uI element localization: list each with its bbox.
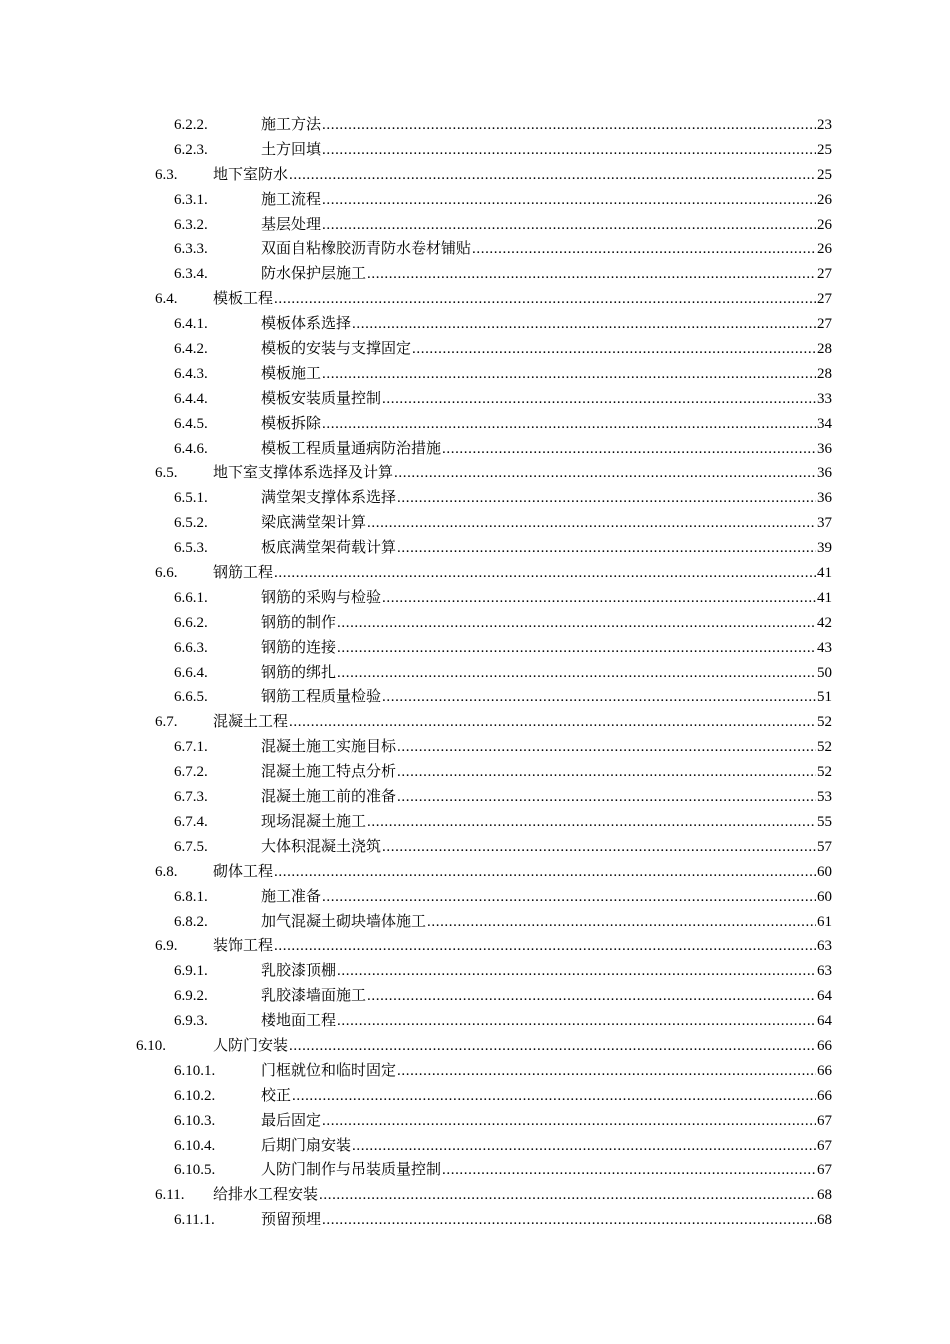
toc-entry-number: 6.3. [155, 166, 178, 183]
toc-entry-number: 6.6.3. [174, 639, 208, 656]
toc-entry-line [213, 1183, 832, 1208]
toc-entry-page-number: 39 [817, 540, 832, 557]
toc-entry-number: 6.10.5. [174, 1162, 216, 1179]
dot-leader [427, 910, 816, 935]
toc-entry-title: 梁底满堂架计算 [261, 515, 367, 532]
toc-entry-number: 6.2.2. [174, 117, 208, 133]
toc-entry[interactable] [0, 1183, 950, 1208]
dot-leader [382, 685, 816, 710]
toc-entry-number: 6.10. [136, 1037, 166, 1054]
toc-entry-title: 模板体系选择 [261, 316, 352, 333]
toc-entry-line [261, 1009, 832, 1034]
dot-leader [322, 885, 816, 910]
toc-entry-number: 6.7.5. [174, 838, 208, 855]
toc-entry[interactable] [0, 835, 950, 860]
dot-leader [352, 1134, 816, 1159]
toc-entry-number: 6.7.4. [174, 813, 208, 830]
toc-entry[interactable] [0, 362, 950, 387]
toc-entry-number: 6.8. [155, 863, 178, 880]
toc-entry[interactable] [0, 1034, 950, 1059]
toc-entry-number: 6.7.3. [174, 789, 208, 806]
toc-entry-line [261, 312, 832, 337]
dot-leader [289, 1034, 816, 1059]
dot-leader [322, 1109, 816, 1134]
toc-entry-number: 6.6.2. [174, 614, 208, 631]
toc-entry-title: 防水保护层施工 [261, 266, 367, 283]
toc-entry-line [261, 835, 832, 860]
toc-entry-title: 大体积混凝土浇筑 [261, 838, 382, 855]
toc-entry-title: 混凝土施工特点分析 [261, 764, 397, 781]
toc-entry-title: 砌体工程 [213, 863, 274, 880]
toc-entry-number: 6.3.1. [174, 191, 208, 208]
toc-entry-title: 门框就位和临时固定 [261, 1062, 397, 1079]
toc-entry-title: 钢筋的采购与检验 [261, 589, 382, 606]
toc-entry-number: 6.4.4. [174, 390, 208, 407]
dot-leader [397, 1059, 816, 1084]
dot-leader [337, 959, 816, 984]
toc-entry-title: 乳胶漆墙面施工 [261, 988, 367, 1005]
toc-entry[interactable] [0, 437, 950, 462]
dot-leader [397, 735, 816, 760]
toc-entry-page-number: 53 [817, 789, 832, 806]
toc-entry-number: 6.6.5. [174, 689, 208, 706]
toc-entry-page-number: 61 [817, 913, 832, 930]
dot-leader [289, 710, 816, 735]
dot-leader [274, 860, 816, 885]
toc-entry-line [213, 934, 832, 959]
toc-entry-title: 钢筋的连接 [261, 639, 337, 656]
toc-entry-title: 现场混凝土施工 [261, 813, 367, 830]
toc-entry-number: 6.6.4. [174, 664, 208, 681]
toc-entry-title: 混凝土工程 [213, 714, 289, 731]
toc-entry-page-number: 57 [817, 838, 832, 855]
toc-entry[interactable] [0, 163, 950, 188]
toc-entry-page-number: 64 [817, 1013, 832, 1030]
toc-entry-number: 6.4.1. [174, 316, 208, 333]
toc-entry[interactable] [0, 1084, 950, 1109]
toc-entry-page-number: 63 [817, 963, 832, 980]
toc-entry-page-number: 26 [817, 241, 832, 258]
toc-entry-line [261, 661, 832, 686]
toc-entry-page-number: 28 [817, 341, 832, 358]
toc-entry[interactable] [0, 785, 950, 810]
toc-entry[interactable] [0, 1109, 950, 1134]
toc-entry-page-number: 67 [817, 1112, 832, 1129]
toc-entry-page-number: 37 [817, 515, 832, 532]
toc-entry-line [261, 1208, 832, 1233]
toc-entry-line [261, 237, 832, 262]
toc-entry-line [261, 735, 832, 760]
toc-entry-title: 后期门扇安装 [261, 1137, 352, 1154]
toc-entry-page-number: 43 [817, 639, 832, 656]
toc-entry-title: 钢筋工程 [213, 565, 274, 582]
toc-entry-number: 6.6. [155, 565, 178, 582]
toc-entry-line [261, 885, 832, 910]
toc-entry[interactable] [0, 1208, 950, 1233]
toc-entry-line [213, 287, 832, 312]
dot-leader [442, 437, 816, 462]
dot-leader [322, 138, 816, 163]
toc-entry-page-number: 67 [817, 1137, 832, 1154]
toc-entry-page-number: 64 [817, 988, 832, 1005]
toc-entry[interactable] [0, 685, 950, 710]
toc-entry-line [261, 1084, 832, 1109]
dot-leader [472, 237, 816, 262]
toc-entry-title: 满堂架支撑体系选择 [261, 490, 397, 507]
toc-entry[interactable] [0, 536, 950, 561]
toc-entry-page-number: 28 [817, 365, 832, 382]
dot-leader [367, 511, 816, 536]
toc-entry[interactable] [0, 138, 950, 163]
dot-leader [382, 387, 816, 412]
toc-entry-line [213, 561, 832, 586]
toc-entry-line [261, 113, 832, 138]
toc-entry-title: 最后固定 [261, 1112, 322, 1129]
dot-leader [322, 113, 816, 138]
dot-leader [397, 760, 816, 785]
toc-entry-number: 6.4.6. [174, 440, 208, 457]
toc-entry-title: 人防门安装 [213, 1037, 289, 1054]
toc-entry-line [213, 710, 832, 735]
toc-entry-number: 6.10.1. [174, 1062, 216, 1079]
toc-entry-number: 6.4. [155, 291, 178, 308]
toc-entry-page-number: 52 [817, 739, 832, 756]
toc-entry-title: 施工流程 [261, 191, 322, 208]
toc-entry-number: 6.5. [155, 465, 178, 482]
toc-entry-title: 模板安装质量控制 [261, 390, 382, 407]
dot-leader [382, 835, 816, 860]
toc-entry[interactable] [0, 511, 950, 536]
toc-entry[interactable] [0, 561, 950, 586]
toc-entry[interactable] [0, 188, 950, 213]
toc-entry[interactable] [0, 910, 950, 935]
toc-entry-page-number: 68 [817, 1187, 832, 1204]
toc-entry-page-number: 66 [817, 1037, 832, 1054]
toc-entry[interactable] [0, 586, 950, 611]
dot-leader [367, 810, 816, 835]
toc-entry-number: 6.5.1. [174, 490, 208, 507]
dot-leader [397, 536, 816, 561]
toc-entry-page-number: 33 [817, 390, 832, 407]
toc-entry-line [261, 412, 832, 437]
toc-entry[interactable] [0, 262, 950, 287]
toc-entry-line [261, 760, 832, 785]
dot-leader [319, 1183, 816, 1208]
toc-entry-page-number: 63 [817, 938, 832, 955]
dot-leader [382, 586, 816, 611]
toc-entry-line [261, 910, 832, 935]
toc-entry-line [261, 1059, 832, 1084]
toc-entry-line [261, 337, 832, 362]
toc-entry-page-number: 55 [817, 813, 832, 830]
toc-entry-number: 6.10.3. [174, 1112, 216, 1129]
toc-entry-page-number: 50 [817, 664, 832, 681]
toc-entry[interactable] [0, 959, 950, 984]
toc-entry-line [261, 1134, 832, 1159]
toc-entry-line [261, 984, 832, 1009]
toc-entry-page-number: 41 [817, 565, 832, 582]
toc-entry[interactable] [0, 735, 950, 760]
toc-entry-number: 6.10.2. [174, 1087, 216, 1104]
dot-leader [337, 1009, 816, 1034]
toc-entry-title: 模板的安装与支撑固定 [261, 341, 412, 358]
toc-entry-title: 模板拆除 [261, 415, 322, 432]
toc-entry-title: 地下室支撑体系选择及计算 [213, 465, 394, 482]
toc-entry-page-number: 27 [817, 316, 832, 333]
toc-entry-page-number: 66 [817, 1062, 832, 1079]
toc-entry-line [261, 188, 832, 213]
toc-entry-line [261, 636, 832, 661]
toc-entry[interactable] [0, 287, 950, 312]
toc-entry-title: 钢筋的制作 [261, 614, 337, 631]
toc-entry-title: 预留预埋 [261, 1212, 322, 1229]
toc-entry-page-number: 25 [817, 141, 832, 158]
toc-entry-number: 6.2.3. [174, 141, 208, 158]
toc-entry-title: 给排水工程安装 [213, 1187, 319, 1204]
dot-leader [412, 337, 816, 362]
toc-entry-title: 土方回填 [261, 141, 322, 158]
toc-entry-number: 6.4.2. [174, 341, 208, 358]
toc-entry-title: 双面自粘橡胶沥青防水卷材铺贴 [261, 241, 472, 258]
toc-entry-number: 6.4.3. [174, 365, 208, 382]
toc-entry-line [261, 437, 832, 462]
toc-entry-title: 乳胶漆顶棚 [261, 963, 337, 980]
toc-entry-number: 6.9.2. [174, 988, 208, 1005]
dot-leader [394, 461, 816, 486]
toc-entry-number: 6.5.3. [174, 540, 208, 557]
toc-entry-title: 基层处理 [261, 216, 322, 233]
toc-entry-title: 校正 [261, 1087, 292, 1104]
toc-entry-number: 6.6.1. [174, 589, 208, 606]
toc-entry-page-number: 27 [817, 266, 832, 283]
toc-entry-page-number: 26 [817, 191, 832, 208]
dot-leader [397, 486, 816, 511]
toc-entry-title: 加气混凝土砌块墙体施工 [261, 913, 427, 930]
toc-entry-title: 人防门制作与吊装质量控制 [261, 1162, 442, 1179]
toc-entry[interactable] [0, 1134, 950, 1159]
toc-entry[interactable] [0, 661, 950, 686]
dot-leader [322, 362, 816, 387]
toc-entry-title: 钢筋的绑扎 [261, 664, 337, 681]
toc-entry-line [213, 1034, 832, 1059]
dot-leader [337, 636, 816, 661]
toc-entry-page-number: 68 [817, 1212, 832, 1229]
toc-entry[interactable] [0, 760, 950, 785]
dot-leader [442, 1158, 816, 1183]
toc-entry-page-number: 36 [817, 465, 832, 482]
dot-leader [322, 213, 816, 238]
dot-leader [367, 984, 816, 1009]
toc-entry[interactable] [0, 387, 950, 412]
toc-entry[interactable] [0, 486, 950, 511]
toc-entry-title: 施工准备 [261, 888, 322, 905]
dot-leader [397, 785, 816, 810]
toc-entry-line [261, 511, 832, 536]
toc-entry-number: 6.3.2. [174, 216, 208, 233]
toc-entry-title: 地下室防水 [213, 166, 289, 183]
dot-leader [367, 262, 816, 287]
toc-entry[interactable] [0, 1009, 950, 1034]
toc-entry-line [261, 387, 832, 412]
toc-entry-line [261, 262, 832, 287]
toc-entry[interactable] [0, 611, 950, 636]
toc-entry-page-number: 51 [817, 689, 832, 706]
toc-entry[interactable] [0, 984, 950, 1009]
toc-entry-page-number: 52 [817, 764, 832, 781]
toc-entry-number: 6.7.1. [174, 739, 208, 756]
toc-entry-line [213, 163, 832, 188]
toc-entry-title: 模板工程质量通病防治措施 [261, 440, 442, 457]
toc-entry-number: 6.8.1. [174, 888, 208, 905]
toc-entry-number: 6.4.5. [174, 415, 208, 432]
toc-entry[interactable] [0, 860, 950, 885]
toc-entry-line [261, 1158, 832, 1183]
toc-entry-page-number: 34 [817, 415, 832, 432]
toc-entry-line [261, 138, 832, 163]
toc-entry-page-number: 67 [817, 1162, 832, 1179]
toc-entry-number: 6.7. [155, 714, 178, 731]
toc-entry-page-number: 25 [817, 166, 832, 183]
toc-entry-line [261, 611, 832, 636]
toc-entry-number: 6.8.2. [174, 913, 208, 930]
dot-leader [274, 561, 816, 586]
toc-entry-line [261, 1109, 832, 1134]
toc-entry-line [261, 685, 832, 710]
dot-leader [289, 163, 816, 188]
toc-entry-number: 6.10.4. [174, 1137, 216, 1154]
toc-entry-page-number: 23 [817, 117, 832, 133]
toc-entry-page-number: 27 [817, 291, 832, 308]
toc-entry[interactable] [0, 810, 950, 835]
toc-entry-page-number: 60 [817, 863, 832, 880]
toc-entry-title: 装饰工程 [213, 938, 274, 955]
toc-entry-title: 混凝土施工实施目标 [261, 739, 397, 756]
toc-entry[interactable] [0, 461, 950, 486]
toc-entry-page-number: 66 [817, 1087, 832, 1104]
toc-entry-title: 钢筋工程质量检验 [261, 689, 382, 706]
toc-entry[interactable] [0, 1059, 950, 1084]
dot-leader [337, 661, 816, 686]
toc-entry[interactable] [0, 1158, 950, 1183]
toc-entry-number: 6.9.3. [174, 1013, 208, 1030]
dot-leader [337, 611, 816, 636]
toc-entry-line [261, 586, 832, 611]
toc-entry-line [261, 785, 832, 810]
toc-entry[interactable] [0, 710, 950, 735]
toc-entry[interactable] [0, 337, 950, 362]
toc-entry-title: 施工方法 [261, 117, 322, 133]
toc-entry-number: 6.5.2. [174, 515, 208, 532]
toc-entry-line [261, 362, 832, 387]
dot-leader [322, 1208, 816, 1233]
toc-entry[interactable] [0, 113, 950, 138]
toc-entry[interactable] [0, 636, 950, 661]
toc-entry-title: 模板工程 [213, 291, 274, 308]
toc-entry[interactable] [0, 885, 950, 910]
dot-leader [352, 312, 816, 337]
toc-entry-page-number: 36 [817, 440, 832, 457]
toc-entry-page-number: 41 [817, 589, 832, 606]
toc-entry-number: 6.11.1. [174, 1212, 215, 1229]
toc-entry-page-number: 42 [817, 614, 832, 631]
toc-entry-line [213, 860, 832, 885]
toc-entry-page-number: 52 [817, 714, 832, 731]
toc-entry-title: 模板施工 [261, 365, 322, 382]
toc-entry[interactable] [0, 312, 950, 337]
toc-entry-number: 6.9. [155, 938, 178, 955]
toc-entry-page-number: 60 [817, 888, 832, 905]
table-of-contents [0, 113, 950, 1233]
toc-entry-line [261, 959, 832, 984]
toc-entry-number: 6.11. [155, 1187, 185, 1204]
toc-entry-page-number: 36 [817, 490, 832, 507]
toc-entry-title: 楼地面工程 [261, 1013, 337, 1030]
toc-entry[interactable] [0, 412, 950, 437]
toc-entry-line [261, 486, 832, 511]
dot-leader [292, 1084, 816, 1109]
toc-entry[interactable] [0, 237, 950, 262]
toc-entry-line [261, 810, 832, 835]
toc-entry-title: 板底满堂架荷载计算 [261, 540, 397, 557]
toc-entry-number: 6.3.4. [174, 266, 208, 283]
dot-leader [322, 412, 816, 437]
toc-entry-number: 6.3.3. [174, 241, 208, 258]
toc-entry-number: 6.7.2. [174, 764, 208, 781]
toc-entry-line [261, 213, 832, 238]
toc-entry-number: 6.9.1. [174, 963, 208, 980]
toc-entry-title: 混凝土施工前的准备 [261, 789, 397, 806]
toc-entry-line [213, 461, 832, 486]
dot-leader [274, 934, 816, 959]
toc-entry-line [261, 536, 832, 561]
toc-entry-page-number: 26 [817, 216, 832, 233]
toc-entry[interactable] [0, 934, 950, 959]
toc-entry[interactable] [0, 213, 950, 238]
dot-leader [274, 287, 816, 312]
dot-leader [322, 188, 816, 213]
